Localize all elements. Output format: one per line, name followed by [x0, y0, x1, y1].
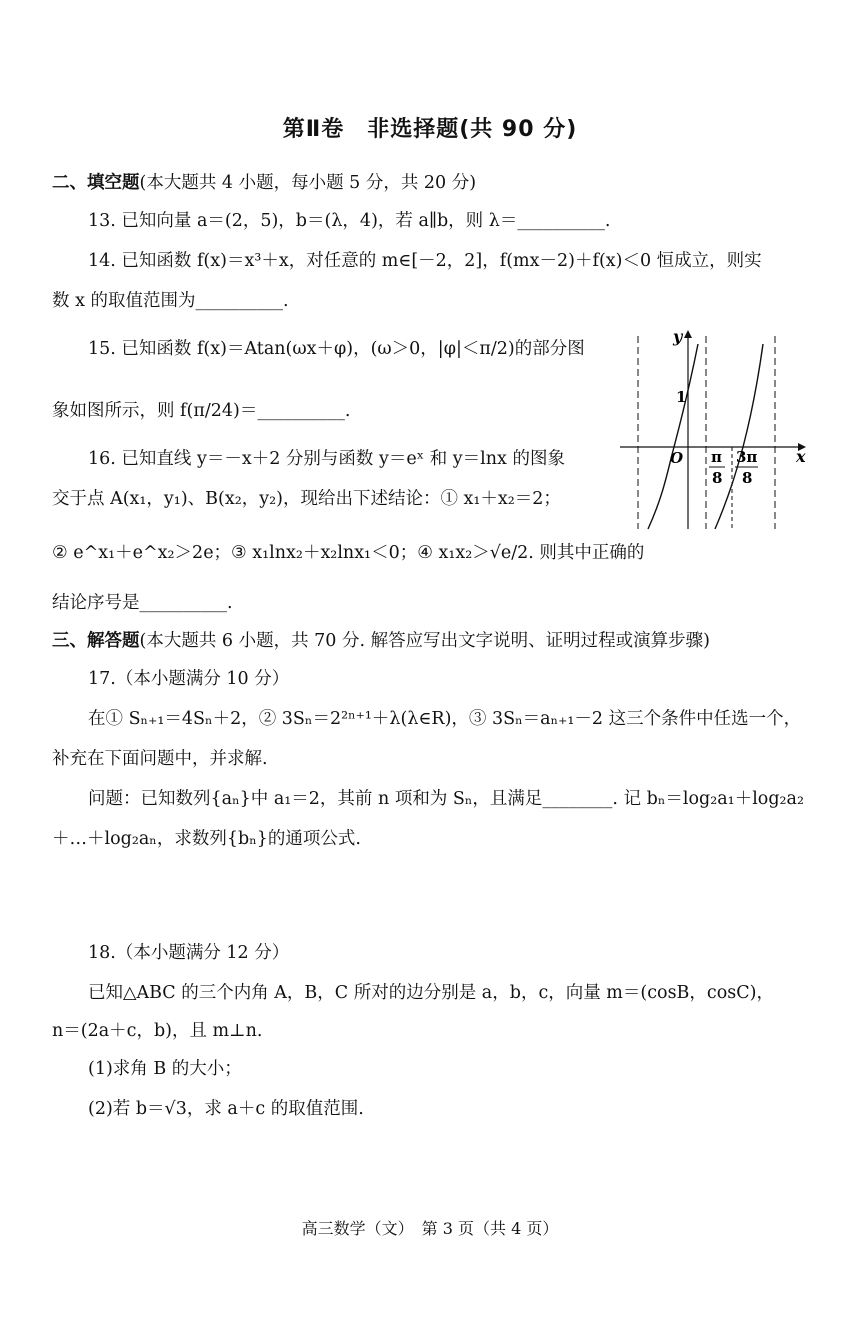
question-17-line2: 补充在下面问题中，并求解. [52, 749, 268, 769]
question-18-line2: n＝(2a＋c，b)，且 m⊥n. [52, 1021, 263, 1041]
tangent-graph-figure [612, 324, 812, 534]
question-14-line1: 14. 已知函数 f(x)＝x³＋x，对任意的 m∈[－2，2]，f(mx－2)＋f(x)＜0 恒成立，则实 [88, 251, 762, 271]
question-16-line4: 结论序号是__________. [52, 593, 233, 613]
pi8-numerator: π [711, 448, 722, 466]
question-13: 13. 已知向量 a＝(2，5)，b＝(λ，4)，若 a∥b，则 λ＝__________. [88, 211, 611, 231]
x-label: x [796, 447, 806, 466]
question-18-part2: (2)若 b＝√3，求 a＋c 的取值范围. [88, 1099, 364, 1119]
question-18-head: 18.（本小题满分 12 分） [88, 943, 290, 963]
origin-label: O [670, 449, 684, 467]
fill-header: 二、填空题 [52, 173, 140, 193]
question-16-line3: ② e^x₁＋e^x₂＞2e；③ x₁lnx₂＋x₂lnx₁＜0；④ x₁x₂＞√e/2. 则其中正确的 [52, 543, 645, 563]
y-label: y [673, 327, 683, 346]
solve-section-header [52, 628, 710, 654]
pi8-denominator: 8 [712, 469, 723, 487]
page-title: 第Ⅱ卷 非选择题(共 90 分) [282, 117, 578, 142]
solve-header: 三、解答题 [52, 631, 140, 651]
question-15-line2: 象如图所示，则 f(π/24)＝__________. [52, 401, 351, 421]
question-15-line1: 15. 已知函数 f(x)＝Atan(ωx＋φ)，(ω＞0，|φ|＜π/2)的部分图 [88, 339, 585, 359]
tan-branch-right [715, 344, 763, 529]
solve-note: (本大题共 6 小题，共 70 分. 解答应写出文字说明、证明过程或演算步骤) [139, 631, 710, 651]
question-17-line1: 在① Sₙ₊₁＝4Sₙ＋2，② 3Sₙ＝2²ⁿ⁺¹＋λ(λ∈R)，③ 3Sₙ＝aₙ₊₁－2 这三个条件中任选一个， [88, 709, 802, 729]
question-14-line2: 数 x 的取值范围为__________. [52, 291, 289, 311]
fill-section-header [52, 170, 476, 196]
question-18-line1: 已知△ABC 的三个内角 A，B，C 所对的边分别是 a，b，c，向量 m＝(cosB，cosC)， [88, 983, 774, 1003]
one-label: 1 [676, 388, 687, 406]
page-footer: 高三数学（文） 第 3 页（共 4 页） [301, 1219, 559, 1238]
question-17-line4: ＋…＋log₂aₙ，求数列{bₙ}的通项公式. [52, 829, 361, 849]
3pi8-denominator: 8 [742, 469, 753, 487]
question-17-head: 17.（本小题满分 10 分） [88, 669, 290, 689]
question-17-line3: 问题：已知数列{aₙ}中 a₁＝2，其前 n 项和为 Sₙ，且满足________. 记 bₙ＝log₂a₁＋log₂a₂ [88, 789, 804, 809]
fill-note: (本大题共 4 小题，每小题 5 分，共 20 分) [139, 173, 477, 193]
question-16-line1: 16. 已知直线 y＝－x＋2 分别与函数 y＝eˣ 和 y＝lnx 的图象 [88, 449, 565, 469]
question-18-part1: (1)求角 B 的大小； [88, 1059, 242, 1079]
question-16-line2: 交于点 A(x₁，y₁)、B(x₂，y₂)，现给出下述结论：① x₁＋x₂＝2； [52, 489, 561, 509]
tan-branch-left [648, 344, 698, 529]
3pi8-numerator: 3π [736, 448, 758, 466]
y-axis-arrow [684, 330, 692, 338]
